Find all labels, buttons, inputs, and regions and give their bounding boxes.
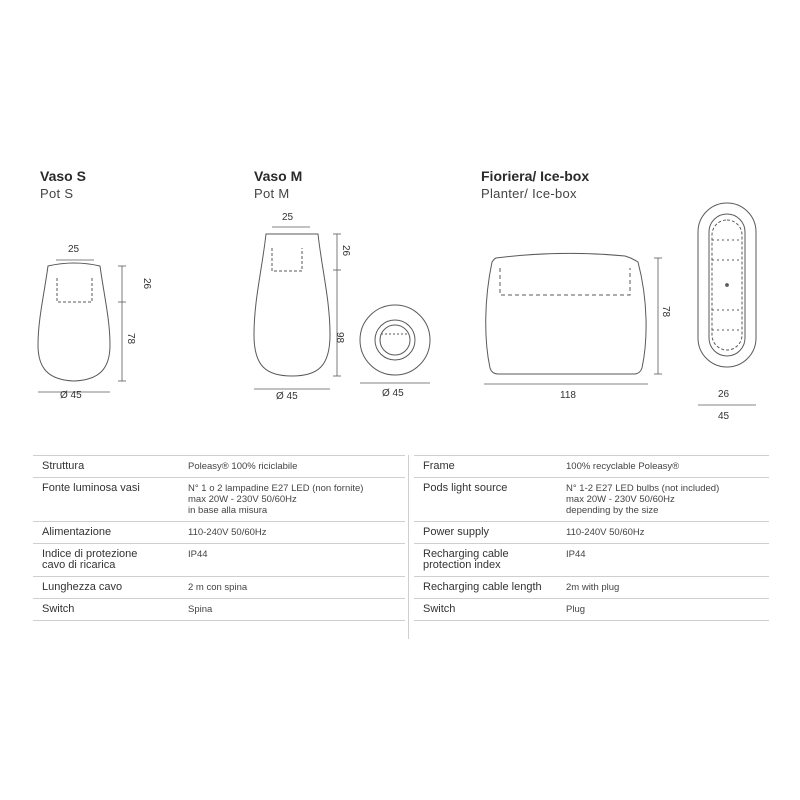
- spec-value: [188, 478, 405, 522]
- spec-value: [188, 599, 405, 621]
- spec-label: Recharging cable protection index: [414, 544, 566, 577]
- spec-value-line: IP44: [566, 549, 586, 560]
- pot-s-dim-diameter: Ø 45: [60, 390, 82, 401]
- spec-value-line: N° 1 o 2 lampadine E27 LED (non fornite): [188, 483, 364, 494]
- spec-value-line: Spina: [188, 604, 213, 615]
- spec-value: [566, 599, 769, 621]
- spec-row: [414, 456, 769, 478]
- spec-label: Switch: [33, 599, 188, 621]
- spec-value-line: IP44: [188, 549, 208, 560]
- pot-s-dim-side: 26: [141, 278, 152, 290]
- spec-row: [33, 544, 405, 577]
- spec-row: [33, 577, 405, 599]
- planter-subtitle: Planter/ Ice-box: [481, 186, 577, 201]
- spec-value-line: Poleasy® 100% riciclabile: [188, 461, 298, 472]
- pot-s-subtitle: Pot S: [40, 186, 74, 201]
- planter-dim-height: 78: [660, 306, 671, 318]
- spec-row: [33, 456, 405, 478]
- spec-value: [188, 577, 405, 599]
- spec-value: [188, 456, 405, 478]
- spec-row: [33, 478, 405, 522]
- spec-row: [414, 577, 769, 599]
- spec-label: Switch: [414, 599, 566, 621]
- spec-label: Alimentazione: [33, 522, 188, 544]
- spec-table-italian: [33, 455, 405, 621]
- pot-m-subtitle: Pot M: [254, 186, 290, 201]
- spec-label: Struttura: [33, 456, 188, 478]
- planter-top-view-inner: 26: [718, 389, 730, 400]
- spec-value-line: Plug: [566, 604, 586, 615]
- spec-table-english: [414, 455, 769, 621]
- spec-row: [414, 478, 769, 522]
- spec-value: [566, 456, 769, 478]
- spec-label: Frame: [414, 456, 566, 478]
- spec-row: [414, 522, 769, 544]
- pot-m-dim-diameter: Ø 45: [276, 391, 298, 402]
- spec-row: [33, 522, 405, 544]
- spec-row: [414, 544, 769, 577]
- spec-value-line: max 20W - 230V 50/60Hz: [566, 494, 675, 505]
- spec-value-line: max 20W - 230V 50/60Hz: [188, 494, 297, 505]
- spec-value-line: 2m with plug: [566, 582, 620, 593]
- spec-label: Power supply: [414, 522, 566, 544]
- spec-label: Lunghezza cavo: [33, 577, 188, 599]
- pot-s-title: Vaso S: [40, 168, 86, 184]
- spec-value: [566, 577, 769, 599]
- spec-value: [566, 522, 769, 544]
- table-divider: [408, 455, 409, 639]
- pot-s-dim-top: 25: [68, 244, 80, 255]
- spec-label: Indice di protezione cavo di ricarica: [33, 544, 188, 577]
- pot-m-dim-top: 25: [282, 212, 294, 223]
- spec-label: Pods light source: [414, 478, 566, 522]
- pot-m-dim-height: 98: [334, 332, 345, 344]
- spec-value-line: 2 m con spina: [188, 582, 248, 593]
- spec-value-line: depending by the size: [566, 505, 659, 516]
- spec-value: [566, 478, 769, 522]
- pot-s-drawing: [38, 260, 126, 392]
- spec-label: Recharging cable length: [414, 577, 566, 599]
- spec-value-line: in base alla misura: [188, 505, 268, 516]
- planter-title: Fioriera/ Ice-box: [481, 168, 590, 184]
- pot-m-title: Vaso M: [254, 168, 303, 184]
- planter-top-view-outer: 45: [718, 411, 730, 422]
- spec-label: Fonte luminosa vasi: [33, 478, 188, 522]
- spec-value: [188, 544, 405, 577]
- spec-value: [566, 544, 769, 577]
- spec-value-line: 110-240V 50/60Hz: [188, 527, 267, 538]
- pot-s-dim-height: 78: [125, 333, 136, 345]
- spec-value-line: 110-240V 50/60Hz: [566, 527, 645, 538]
- planter-drawing: [484, 203, 756, 405]
- spec-value: [188, 522, 405, 544]
- pot-m-top-view-diameter: Ø 45: [382, 388, 404, 399]
- planter-dim-length: 118: [560, 390, 576, 401]
- spec-value-line: 100% recyclable Poleasy®: [566, 461, 680, 472]
- pot-m-dim-side: 26: [340, 245, 351, 257]
- spec-row: [33, 599, 405, 621]
- spec-row: [414, 599, 769, 621]
- spec-value-line: N° 1-2 E27 LED bulbs (not included): [566, 483, 720, 494]
